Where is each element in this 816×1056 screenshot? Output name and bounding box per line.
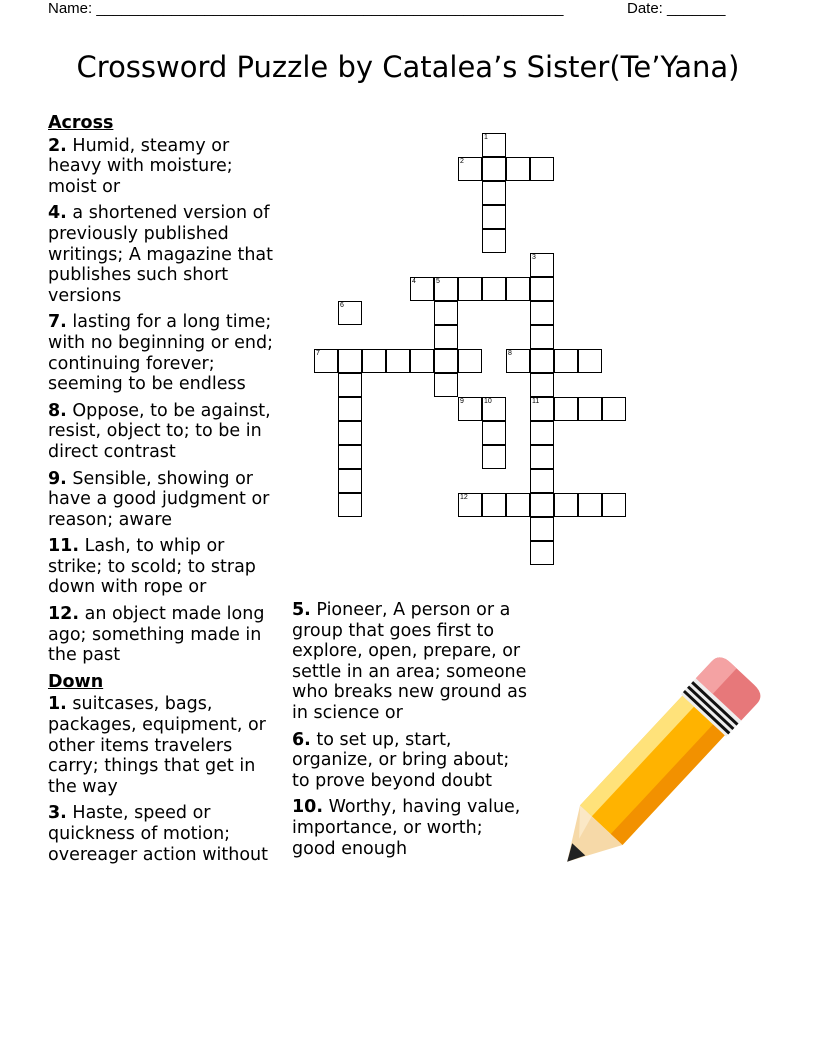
- name-line[interactable]: Name: ________________________________________________________: [48, 0, 564, 17]
- crossword-cell[interactable]: [530, 157, 554, 181]
- crossword-cell[interactable]: [338, 397, 362, 421]
- crossword-cell[interactable]: [434, 373, 458, 397]
- clue-across-4: 4. a shortened version of previously published writings; A magazine that publishes such short versions: [48, 203, 274, 306]
- crossword-cell[interactable]: [530, 493, 554, 517]
- clues-column-right: [292, 600, 528, 865]
- clue-down-5: 5. Pioneer, A person or a group that goes first to explore, open, prepare, or settle in an area; someone who breaks new ground as in science or: [292, 600, 527, 723]
- crossword-cell[interactable]: [506, 157, 530, 181]
- crossword-cell[interactable]: [530, 325, 554, 349]
- cell-number: 5: [436, 278, 440, 285]
- crossword-cell[interactable]: [506, 493, 530, 517]
- crossword-cell[interactable]: [554, 493, 578, 517]
- cell-number: 1: [484, 134, 488, 141]
- cell-number: 6: [340, 302, 344, 309]
- crossword-cell[interactable]: [458, 349, 482, 373]
- crossword-cell[interactable]: [530, 373, 554, 397]
- crossword-cell[interactable]: [458, 277, 482, 301]
- cell-number: 11: [532, 398, 540, 405]
- clue-across-2: 2. Humid, steamy or heavy with moisture; moist or: [48, 135, 233, 197]
- crossword-cell[interactable]: [338, 421, 362, 445]
- cell-number: 9: [460, 398, 464, 405]
- crossword-cell[interactable]: [530, 277, 554, 301]
- crossword-cell[interactable]: [482, 181, 506, 205]
- crossword-cell[interactable]: [602, 397, 626, 421]
- crossword-cell[interactable]: [482, 133, 506, 157]
- clues-column-left: [48, 113, 284, 871]
- crossword-cell[interactable]: [386, 349, 410, 373]
- crossword-cell[interactable]: [434, 301, 458, 325]
- cell-number: 2: [460, 158, 464, 165]
- crossword-cell[interactable]: [530, 397, 554, 421]
- cell-number: 12: [460, 494, 468, 501]
- date-line[interactable]: Date: _______: [627, 0, 726, 17]
- clue-across-9: 9. Sensible, showing or have a good judgment or reason; aware: [48, 468, 270, 530]
- crossword-cell[interactable]: [530, 301, 554, 325]
- crossword-cell[interactable]: [482, 421, 506, 445]
- crossword-cell[interactable]: [578, 493, 602, 517]
- crossword-cell[interactable]: [338, 493, 362, 517]
- crossword-cell[interactable]: [434, 277, 458, 301]
- crossword-cell[interactable]: [338, 349, 362, 373]
- crossword-cell[interactable]: [338, 445, 362, 469]
- clue-down-10: 10. Worthy, having value, importance, or worth; good enough: [292, 797, 521, 859]
- crossword-cell[interactable]: [338, 373, 362, 397]
- crossword-cell[interactable]: [458, 493, 482, 517]
- crossword-cell[interactable]: [482, 445, 506, 469]
- crossword-cell[interactable]: [434, 325, 458, 349]
- cell-number: 10: [484, 398, 492, 405]
- crossword-cell[interactable]: [482, 157, 506, 181]
- crossword-cell[interactable]: [410, 349, 434, 373]
- clue-across-7: 7. lasting for a long time; with no beginning or end; continuing forever; seeming to be endless: [48, 312, 274, 395]
- crossword-cell[interactable]: [482, 493, 506, 517]
- crossword-cell[interactable]: [338, 301, 362, 325]
- page-title: Crossword Puzzle by Catalea’s Sister(Te’Yana): [76, 50, 740, 84]
- crossword-cell[interactable]: [338, 469, 362, 493]
- crossword-cell[interactable]: [530, 349, 554, 373]
- down-heading: Down: [48, 671, 104, 692]
- cell-number: 4: [412, 278, 416, 285]
- cell-number: 8: [508, 350, 512, 357]
- crossword-cell[interactable]: [530, 541, 554, 565]
- cell-number: 7: [316, 350, 320, 357]
- clue-down-1: 1. suitcases, bags, packages, equipment, or other items travelers carry; things that get in the way: [48, 694, 266, 797]
- crossword-cell[interactable]: [410, 277, 434, 301]
- crossword-cell[interactable]: [530, 469, 554, 493]
- crossword-cell[interactable]: [530, 445, 554, 469]
- crossword-cell[interactable]: [482, 277, 506, 301]
- crossword-cell[interactable]: [362, 349, 386, 373]
- crossword-cell[interactable]: [458, 157, 482, 181]
- clue-across-8: 8. Oppose, to be against, resist, object to; to be in direct contrast: [48, 400, 271, 462]
- crossword-cell[interactable]: [506, 277, 530, 301]
- crossword-cell[interactable]: [554, 349, 578, 373]
- crossword-cell[interactable]: [578, 349, 602, 373]
- clue-down-6: 6. to set up, start, organize, or bring about; to prove beyond doubt: [292, 729, 510, 791]
- crossword-cell[interactable]: [554, 397, 578, 421]
- clue-across-11: 11. Lash, to whip or strike; to scold; to strap down with rope or: [48, 536, 256, 598]
- clue-down-3: 3. Haste, speed or quickness of motion; overeager action without: [48, 803, 268, 865]
- crossword-cell[interactable]: [530, 421, 554, 445]
- pencil-icon: [524, 648, 774, 900]
- crossword-cell[interactable]: [578, 397, 602, 421]
- crossword-cell[interactable]: [530, 517, 554, 541]
- crossword-cell[interactable]: [506, 349, 530, 373]
- crossword-cell[interactable]: [434, 349, 458, 373]
- cell-number: 3: [532, 254, 536, 261]
- across-heading: Across: [48, 113, 114, 133]
- crossword-cell[interactable]: [530, 253, 554, 277]
- crossword-cell[interactable]: [482, 229, 506, 253]
- crossword-cell[interactable]: [314, 349, 338, 373]
- clue-across-12: 12. an object made long ago; something made in the past: [48, 604, 265, 666]
- crossword-cell[interactable]: [482, 205, 506, 229]
- crossword-cell[interactable]: [602, 493, 626, 517]
- crossword-cell[interactable]: [458, 397, 482, 421]
- crossword-cell[interactable]: [482, 397, 506, 421]
